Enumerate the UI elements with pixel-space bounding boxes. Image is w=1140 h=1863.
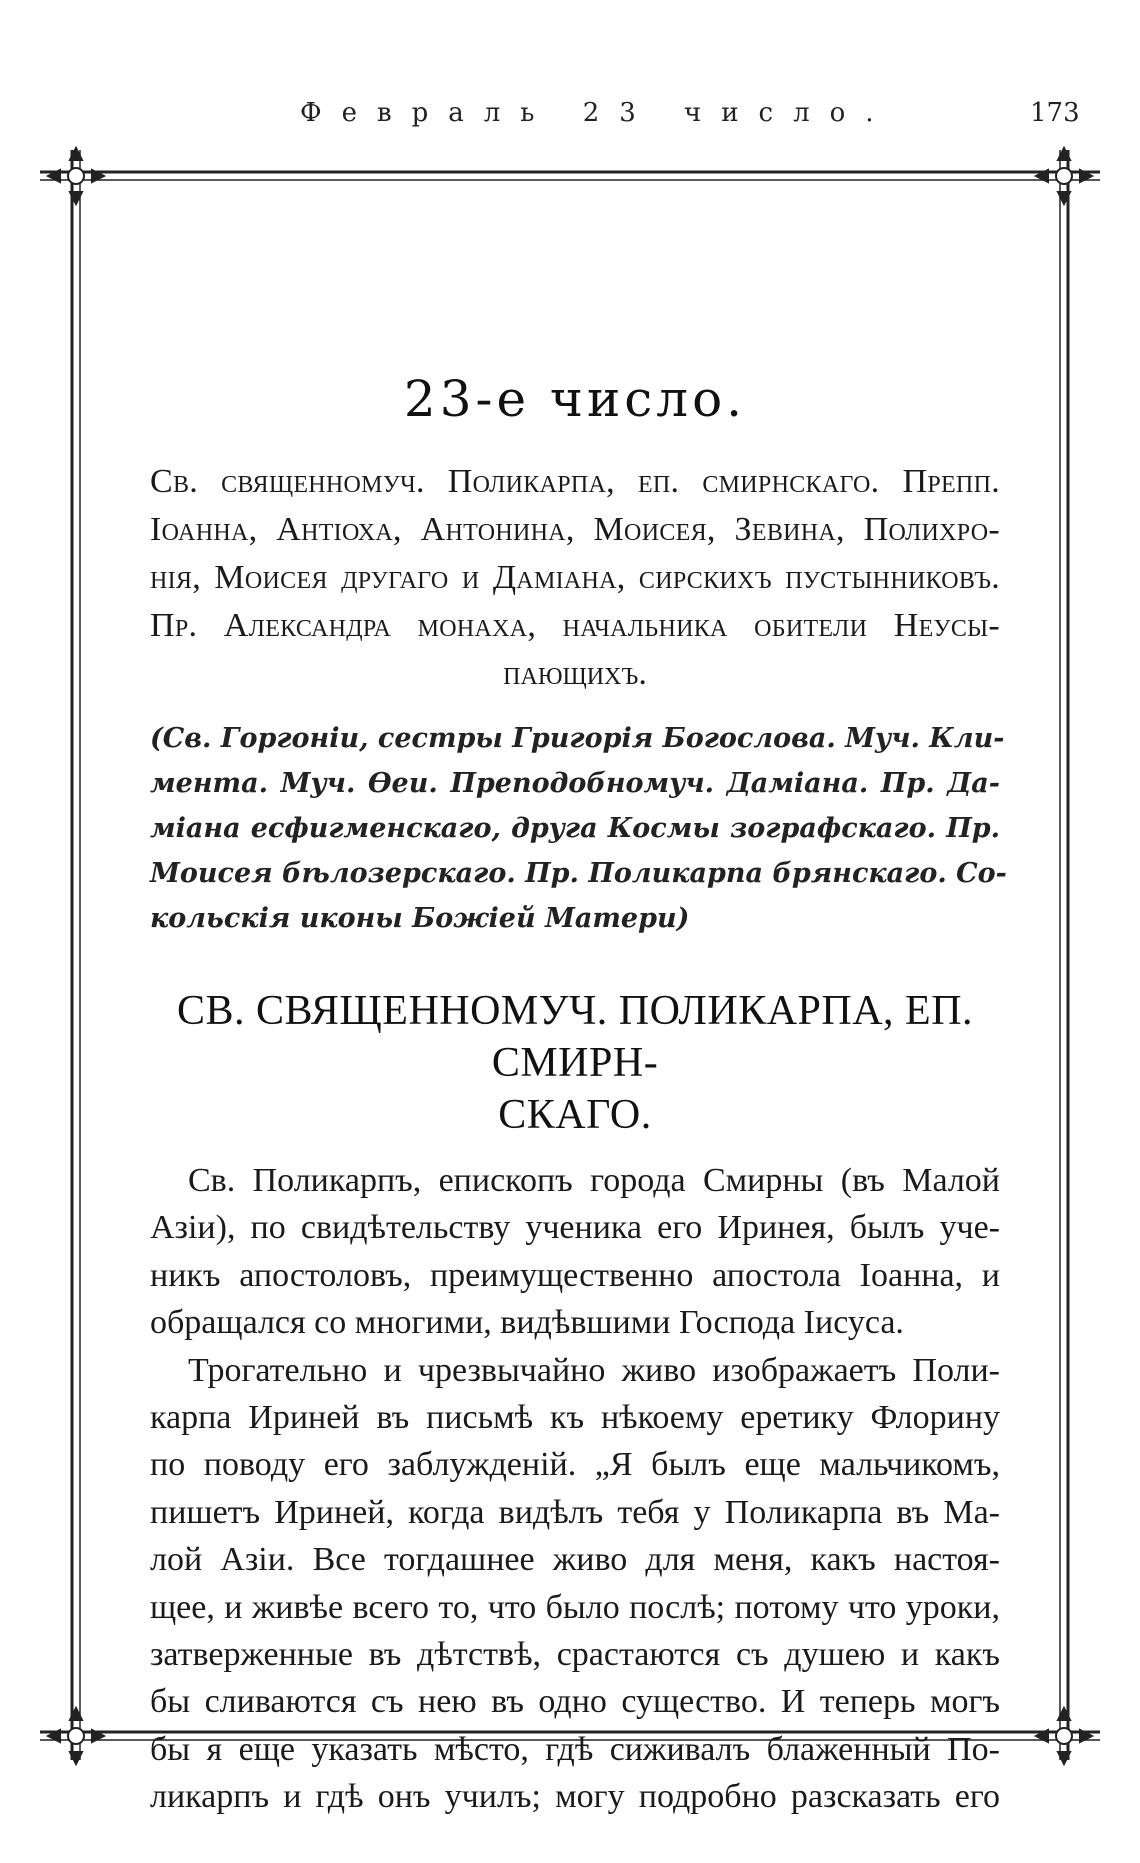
additional-commemorations-note	[150, 716, 1007, 941]
paragraph-line: бы я еще указать мѣсто, гдѣ сиживалъ блаженный По-	[150, 1730, 1000, 1768]
paragraph-line: карпа Ириней въ письмѣ къ нѣкоему еретику Флорину	[150, 1399, 1000, 1437]
paragraph-line: пишетъ Ириней, когда видѣлъ тебя у Поликарпа въ Ма-	[150, 1493, 1000, 1531]
commemoration-line: Іоанна, Антіоха, Антонина, Моисея, Зевина, Полихро-	[150, 511, 1000, 548]
paragraph-line: по поводу его заблужденій. „Я былъ еще мальчикомъ,	[150, 1446, 1000, 1484]
running-title: Февраль 23 число.	[300, 98, 894, 128]
commemorations-list	[150, 458, 1000, 650]
section-heading	[150, 985, 1000, 1141]
page-number: 173	[1030, 98, 1080, 128]
paragraph-2	[150, 1347, 1000, 1821]
paragraph-line: Трогательно и чрезвычайно живо изображаетъ Поли-	[188, 1351, 1000, 1389]
paragraph-line: Св. Поликарпъ, епископъ города Смирны (въ Малой	[188, 1162, 1000, 1199]
page-content	[150, 370, 1007, 1821]
paragraph-line: Азіи), по свидѣтельству ученика его Иринея, былъ уче-	[150, 1209, 1000, 1247]
paragraph-line: бы сливаются съ нею въ одно существо. И теперь могъ	[150, 1683, 1000, 1721]
commemoration-line: Пр. Александра монаха, начальника обители Неусы-	[150, 607, 1000, 644]
paragraph-line: никъ апостоловъ, преимущественно апостола Іоанна, и	[150, 1256, 1000, 1294]
section-heading-line: СКАГО.	[498, 1092, 652, 1138]
note-line: мента. Муч. Ѳеи. Преподобномуч. Даміана. Пр. Да-	[150, 768, 1000, 799]
note-line: Моисея бѣлозерскаго. Пр. Поликарпа брянскаго. Со-	[150, 858, 1007, 889]
commemoration-line-end: пающихъ.	[503, 655, 647, 692]
paragraph-line: лой Азіи. Все тогдашнее живо для меня, какъ настоя-	[150, 1541, 1000, 1579]
paragraph-line: ликарпъ и гдѣ онъ училъ; могу подробно разсказать его	[150, 1778, 1000, 1816]
section-heading-line: СВ. СВЯЩЕННОМУЧ. ПОЛИКАРПА, ЕП. СМИРН-	[176, 988, 974, 1086]
paragraph-1	[150, 1157, 1000, 1347]
commemoration-line: нія, Моисея другаго и Даміана, сирскихъ пустынниковъ.	[150, 559, 1000, 596]
paragraph-line: щее, и живѣе всего то, что было послѣ; потому что уроки,	[150, 1588, 1000, 1626]
commemoration-line: Св. священномуч. Поликарпа, еп. смирнскаго. Препп.	[150, 463, 1000, 500]
day-title: 23-е число.	[403, 370, 747, 428]
note-line: (Св. Горгоніи, сестры Григорія Богослова. Муч. Кли-	[150, 723, 1005, 754]
paragraph-line: обращался со многими, видѣвшими Господа Іисуса.	[150, 1304, 904, 1342]
note-line: міана есфигменскаго, друга Космы зографскаго. Пр.	[150, 813, 1000, 844]
paragraph-line: затверженные въ дѣтствѣ, срастаются съ душею и какъ	[150, 1636, 1000, 1674]
note-line: кольскія иконы Божіей Матери)	[150, 903, 690, 934]
